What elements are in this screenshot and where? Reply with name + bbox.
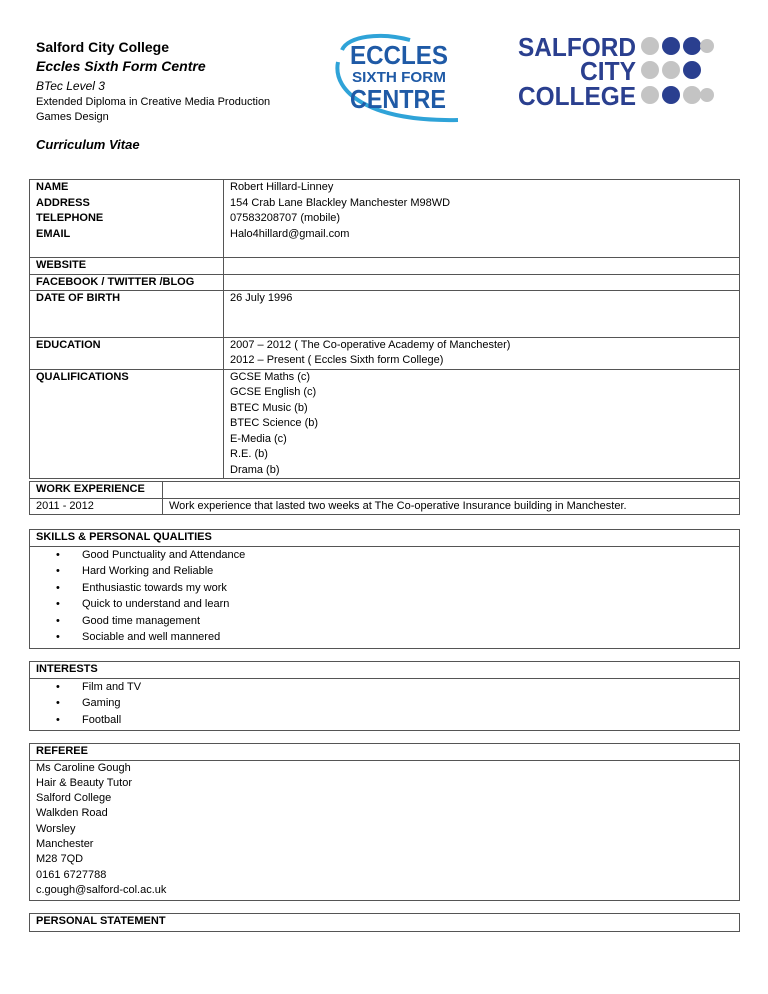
qualification-item: Drama (b) [230, 463, 280, 476]
dob-value [223, 291, 739, 337]
personal-statement-heading: PERSONAL STATEMENT [36, 915, 166, 927]
list-item: • Hard Working and Reliable [56, 563, 739, 580]
dob-label: DATE OF BIRTH [36, 292, 121, 304]
qualification-item: GCSE Maths (c) [230, 370, 311, 383]
personal-details-table [29, 179, 740, 479]
table-row [30, 499, 739, 515]
course-pathway: Games Design [36, 111, 109, 123]
centre-name: Eccles Sixth Form Centre [36, 58, 206, 74]
social-value [223, 275, 739, 291]
telephone-value: 07583208707 (mobile) [223, 211, 739, 227]
table-row [30, 211, 739, 227]
table-row [30, 257, 739, 274]
table-row [30, 337, 739, 369]
logo-city-text: CITY [580, 56, 636, 86]
referee-details [30, 761, 739, 901]
logo-salford-text: SALFORD [518, 32, 636, 62]
course-level: BTec Level 3 [36, 79, 105, 93]
work-heading-row [30, 482, 739, 499]
referee-line: c.gough@salford-col.ac.uk [36, 883, 167, 896]
referee-line: M28 7QD [36, 853, 84, 866]
email-value [223, 227, 739, 258]
qualification-item: BTEC Science (b) [230, 417, 319, 429]
website-label: WEBSITE [36, 259, 87, 271]
list-item: • Sociable and well mannered [56, 629, 739, 646]
personal-statement-section [29, 913, 740, 932]
list-item: • Quick to understand and learn [56, 596, 739, 613]
education-label: EDUCATION [36, 338, 101, 351]
list-item: • Football [56, 712, 739, 729]
salford-city-college-logo [518, 32, 714, 110]
referee-section [29, 743, 740, 901]
address-value: 154 Crab Lane Blackley Manchester M98WD [223, 196, 739, 212]
education-entry: 2007 – 2012 ( The Co-operative Academy of Manchester) [230, 338, 511, 351]
table-row [30, 180, 739, 196]
qualification-item: BTEC Music (b) [230, 401, 308, 414]
eccles-sixth-form-logo [330, 32, 460, 127]
qualifications-value [223, 370, 739, 479]
referee-line: 0161 6727788 [36, 868, 107, 881]
list-item: • Enthusiastic towards my work [56, 580, 739, 597]
skills-list [30, 547, 739, 648]
education-entry: 2012 – Present ( Eccles Sixth form College) [230, 354, 444, 366]
referee-line: Walkden Road [36, 807, 108, 820]
referee-line: Worsley [36, 822, 76, 835]
dob-text: 26 July 1996 [230, 292, 293, 304]
referee-line: Salford College [36, 792, 112, 805]
referee-line: Ms Caroline Gough [36, 761, 131, 774]
interests-heading: INTERESTS [30, 662, 739, 679]
skills-section [29, 529, 740, 649]
logo-eccles-text: ECCLES [350, 40, 448, 70]
document-header [36, 38, 336, 153]
qualification-item: GCSE English (c) [230, 386, 317, 398]
education-value [223, 338, 739, 369]
qualifications-label: QUALIFICATIONS [36, 370, 129, 383]
table-row [30, 227, 739, 258]
logo-centre-text: CENTRE [350, 84, 446, 114]
work-heading-blank [163, 482, 739, 498]
qualification-item: E-Media (c) [230, 432, 287, 445]
logo-college-text: COLLEGE [518, 81, 636, 110]
table-row [30, 369, 739, 479]
work-experience-table [29, 481, 740, 515]
skills-heading: SKILLS & PERSONAL QUALITIES [30, 530, 739, 547]
course-title: Extended Diploma in Creative Media Production [36, 96, 271, 108]
logo-dots [641, 37, 714, 104]
list-item: • Good Punctuality and Attendance [56, 547, 739, 564]
interests-section [29, 661, 740, 731]
qualification-item: R.E. (b) [230, 448, 268, 460]
list-item: • Film and TV [56, 679, 739, 696]
website-value [223, 258, 739, 274]
logo-sixth-form-text: SIXTH FORM [352, 69, 446, 86]
social-label: FACEBOOK / TWITTER /BLOG [36, 275, 195, 288]
work-period: 2011 - 2012 [30, 499, 163, 515]
table-row [30, 274, 739, 291]
work-description: Work experience that lasted two weeks at The Co-operative Insurance building in Manchester. [169, 499, 627, 512]
referee-line: Hair & Beauty Tutor [36, 776, 132, 789]
college-name: Salford City College [36, 39, 170, 55]
list-item: • Good time management [56, 613, 739, 630]
email-label: EMAIL [36, 227, 71, 240]
email-text: Halo4hillard@gmail.com [230, 227, 350, 240]
interests-list [30, 679, 739, 731]
name-value: Robert Hillard-Linney [223, 180, 739, 196]
table-row [30, 290, 739, 337]
table-row [30, 196, 739, 212]
referee-line: Manchester [36, 837, 94, 850]
referee-heading: REFEREE [30, 744, 739, 761]
address-label: ADDRESS [36, 196, 90, 209]
work-experience-heading: WORK EXPERIENCE [30, 482, 163, 498]
telephone-label: TELEPHONE [36, 212, 104, 224]
name-label: NAME [36, 181, 69, 193]
list-item: • Gaming [56, 695, 739, 712]
document-title: Curriculum Vitae [36, 137, 140, 152]
